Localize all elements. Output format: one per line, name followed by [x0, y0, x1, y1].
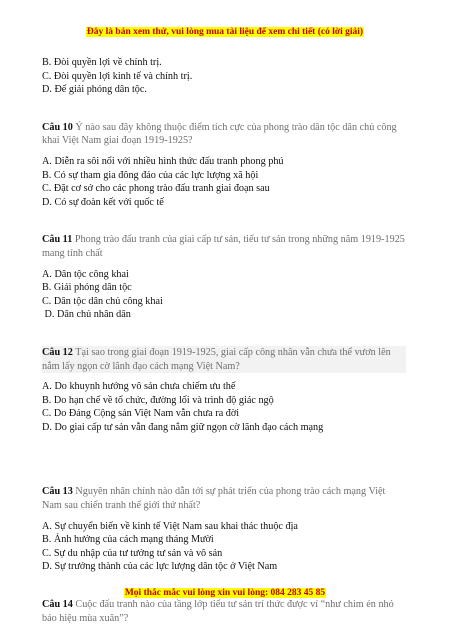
- question-text: [42, 233, 406, 260]
- question-body: Nguyên nhân chính nào dẫn tới sự phát triển của phong trào cách mạng Việt Nam sau chiến tranh thế giới thứ nhất?: [42, 486, 386, 512]
- contact-banner: [0, 588, 450, 598]
- option: C. Sự du nhập của tư tưởng tư sản và vô sản: [42, 547, 223, 559]
- option: D. Do giai cấp tư sản vẫn đang nắm giữ ngọn cờ lãnh đạo cách mạng: [42, 421, 324, 433]
- option: A. Do khuynh hướng vô sản chưa chiếm ưu thế: [42, 381, 236, 393]
- option: D. Có sự đoàn kết với quốc tế: [42, 196, 164, 208]
- question-13: [42, 485, 406, 574]
- option: A. Sự chuyển biến về kinh tế Việt Nam sau khai thác thuộc địa: [42, 520, 298, 532]
- question-11: [42, 233, 406, 322]
- question-body: Tại sao trong giai đoạn 1919-1925, giai cấp công nhân vẫn chưa thể vươn lên nắm lấy ngọn cờ lãnh đạo cách mạng Việt Nam?: [42, 346, 391, 372]
- question-label: Câu 13: [42, 486, 73, 498]
- option: B. Đòi quyền lợi về chính trị.: [42, 57, 162, 68]
- question-body: Cuộc đấu tranh nào của tầng lớp tiểu tư sản trí thức được ví “như chim én nhỏ báo hiệu mùa xuân”?: [42, 599, 394, 624]
- question-body: Ý nào sau đây không thuộc điểm tích cực của phong trào dân tộc dân chủ công khai Việt Nam giai đoạn 1919-1925?: [42, 121, 397, 147]
- question-text: [42, 598, 406, 625]
- question-label: Câu 11: [42, 234, 73, 246]
- question-14: [42, 598, 406, 625]
- preview-banner-text: Đây là bản xem thử, vui lòng mua tài liệu để xem chi tiết (có lời giải): [86, 27, 364, 37]
- option: D. Để giải phóng dân tộc.: [42, 84, 147, 96]
- option: A. Dân tộc công khai: [42, 268, 129, 280]
- option: C. Dân tộc dân chủ công khai: [42, 295, 163, 307]
- option: B. Giải phóng dân tộc: [42, 282, 132, 294]
- document-body: [42, 56, 406, 625]
- option: B. Có sự tham gia đông đảo của các lực lượng xã hội: [42, 169, 259, 181]
- option: C. Đòi quyền lợi kinh tế và chính trị.: [42, 70, 193, 82]
- question-label: Câu 10: [42, 121, 73, 133]
- question-options: [42, 380, 406, 434]
- question-label: Câu 14: [42, 599, 73, 611]
- option: C. Đặt cơ sở cho các phong trào đấu tranh giai đoạn sau: [42, 183, 270, 195]
- question-text: [42, 485, 406, 512]
- question-options: [42, 520, 406, 574]
- option: B. Do hạn chế về tổ chức, đường lối và trình độ giác ngộ: [42, 394, 274, 406]
- question-text: [42, 121, 406, 148]
- option: D. Dân chủ nhân dân: [42, 309, 131, 321]
- question-text: [42, 346, 406, 373]
- option: B. Ảnh hưởng của cách mạng tháng Mười: [42, 534, 214, 546]
- question-12: [42, 346, 406, 435]
- question-options: [42, 155, 406, 209]
- question-options: [42, 268, 406, 322]
- question-label: Câu 12: [42, 346, 73, 358]
- contact-banner-text: Mọi thắc mắc vui lòng xin vui lòng: 084 283 45 85: [124, 588, 326, 598]
- question-10: [42, 121, 406, 210]
- option: A. Diễn ra sôi nổi với nhiều hình thức đấu tranh phong phú: [42, 155, 284, 167]
- question-body: Phong trào đấu tranh của giai cấp tư sản, tiểu tư sản trong những năm 1919-1925 mang tính chất: [42, 234, 405, 259]
- option: C. Do Đảng Cộng sản Việt Nam vẫn chưa ra đời: [42, 408, 240, 420]
- preview-banner: [0, 27, 450, 37]
- previous-options: [42, 56, 406, 97]
- option: D. Sự trưởng thành của các lực lượng dân tộc ở Việt Nam: [42, 561, 278, 573]
